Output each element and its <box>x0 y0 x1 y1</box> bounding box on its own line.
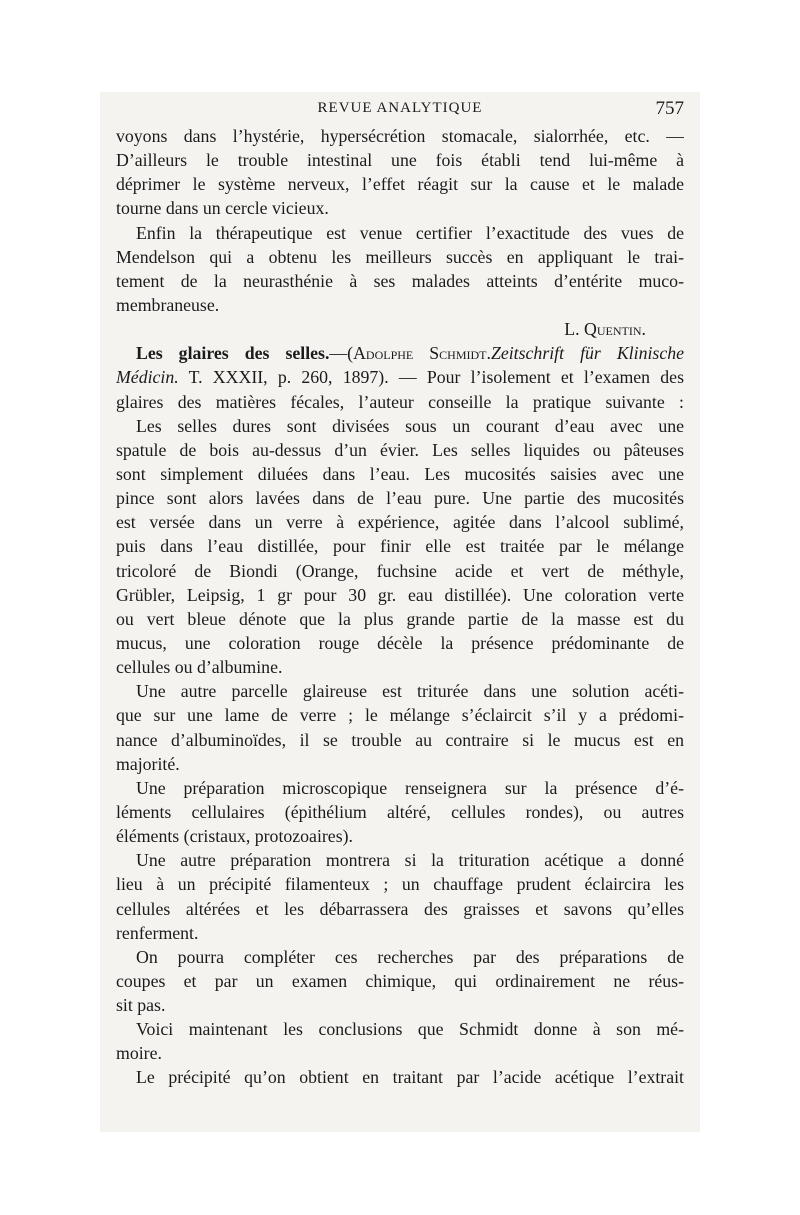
text-line: pince sont alors lavées dans de l’eau pure. Une partie des mucosités <box>116 488 684 509</box>
text-line: spatule de bois au-dessus d’un évier. Les selles liquides ou pâteuses <box>116 439 684 460</box>
text-line: voyons dans l’hystérie, hypersécrétion stomacale, sialorrhée, etc. — <box>116 126 684 146</box>
text-line: cellules ou d’albumine. <box>116 657 283 678</box>
text-line: mucus, une coloration rouge décèle la présence prédominante de <box>116 632 684 653</box>
text-line: que sur une lame de verre ; le mélange s’éclaircit s’il y a prédomi- <box>116 705 684 726</box>
body-text <box>116 124 684 1090</box>
text-line: lieu à un précipité filamenteux ; un chauffage prudent éclaircira les <box>116 874 684 895</box>
text-line: nance d’albuminoïdes, il se trouble au contraire si le mucus est en <box>116 729 684 750</box>
text-line: On pourra compléter ces recherches par des préparations de <box>136 946 684 967</box>
text-line: renferment. <box>116 922 199 943</box>
text-line: tement de la neurasthénie à ses malades atteints d’entérite muco- <box>116 270 684 291</box>
running-head: REVUE ANALYTIQUE <box>317 100 483 116</box>
text-line: Une autre parcelle glaireuse est triturée dans une solution acéti- <box>136 681 684 702</box>
text-line: Enfin la thérapeutique est venue certifier l’exactitude des vues de <box>136 222 684 243</box>
text-line: Voici maintenant les conclusions que Schmidt donne à son mé- <box>136 1019 684 1040</box>
text-line: léments cellulaires (épithélium altéré, cellules rondes), ou autres <box>116 801 684 822</box>
author-prefix: —( <box>329 343 354 364</box>
signature-text: L. Quentin. <box>564 319 646 340</box>
text-line: D’ailleurs le trouble intestinal une fois établi tend lui-même à <box>116 150 684 171</box>
text-line: Mendelson qui a obtenu les meilleurs succès en appliquant le trai- <box>116 246 684 267</box>
journal-name-continued: Médicin. <box>116 367 179 388</box>
article-title: Les glaires des selles. <box>136 343 330 364</box>
text-line: puis dans l’eau distillée, pour finir elle est traitée par le mélange <box>116 536 684 557</box>
page-header <box>116 100 684 124</box>
text-line: glaires des matières fécales, l’auteur conseille la pratique suivante : <box>116 391 684 412</box>
text-line: Grübler, Leipsig, 1 gr pour 30 gr. eau distillée). Une coloration verte <box>116 584 684 605</box>
reference-details: T. XXXII, p. 260, 1897). — Pour l’isolement et l’examen des <box>178 367 684 388</box>
text-line: Les selles dures sont divisées sous un courant d’eau avec une <box>136 415 684 436</box>
text-line: Une autre préparation montrera si la trituration acétique a donné <box>136 850 684 871</box>
text-line: sit pas. <box>116 995 166 1016</box>
text-line: sont simplement diluées dans l’eau. Les mucosités saisies avec une <box>116 463 684 484</box>
article-heading-line <box>116 341 684 365</box>
text-line: tricoloré de Biondi (Orange, fuchsine acide et vert de méthyle, <box>116 560 684 581</box>
page-number: 757 <box>655 98 684 119</box>
text-line: Le précipité qu’on obtient en traitant par l’acide acétique l’extrait <box>136 1067 684 1088</box>
text-line: cellules altérées et les débarrassera des graisses et savons qu’elles <box>116 898 684 919</box>
journal-name: Zeitschrift für Klinische <box>490 343 684 364</box>
text-line: moire. <box>116 1043 162 1064</box>
text-line: éléments (cristaux, protozoaires). <box>116 826 353 847</box>
text-line: coupes et par un examen chimique, qui ordinairement ne réus- <box>116 970 684 991</box>
text-line: tourne dans un cercle vicieux. <box>116 198 329 219</box>
text-line: ou vert bleue dénote que la plus grande partie de la masse est du <box>116 608 684 629</box>
text-line: déprimer le système nerveux, l’effet réagit sur la cause et le malade <box>116 174 684 195</box>
text-line: Une préparation microscopique renseignera sur la présence d’é- <box>136 777 684 798</box>
text-line: membraneuse. <box>116 294 220 315</box>
text-line: majorité. <box>116 753 180 774</box>
author-signature <box>116 317 684 341</box>
article-reference-line <box>116 365 684 389</box>
article-author: Adolphe Schmidt. <box>353 343 491 364</box>
text-line: est versée dans un verre à expérience, agitée dans l’alcool sublimé, <box>116 512 684 533</box>
